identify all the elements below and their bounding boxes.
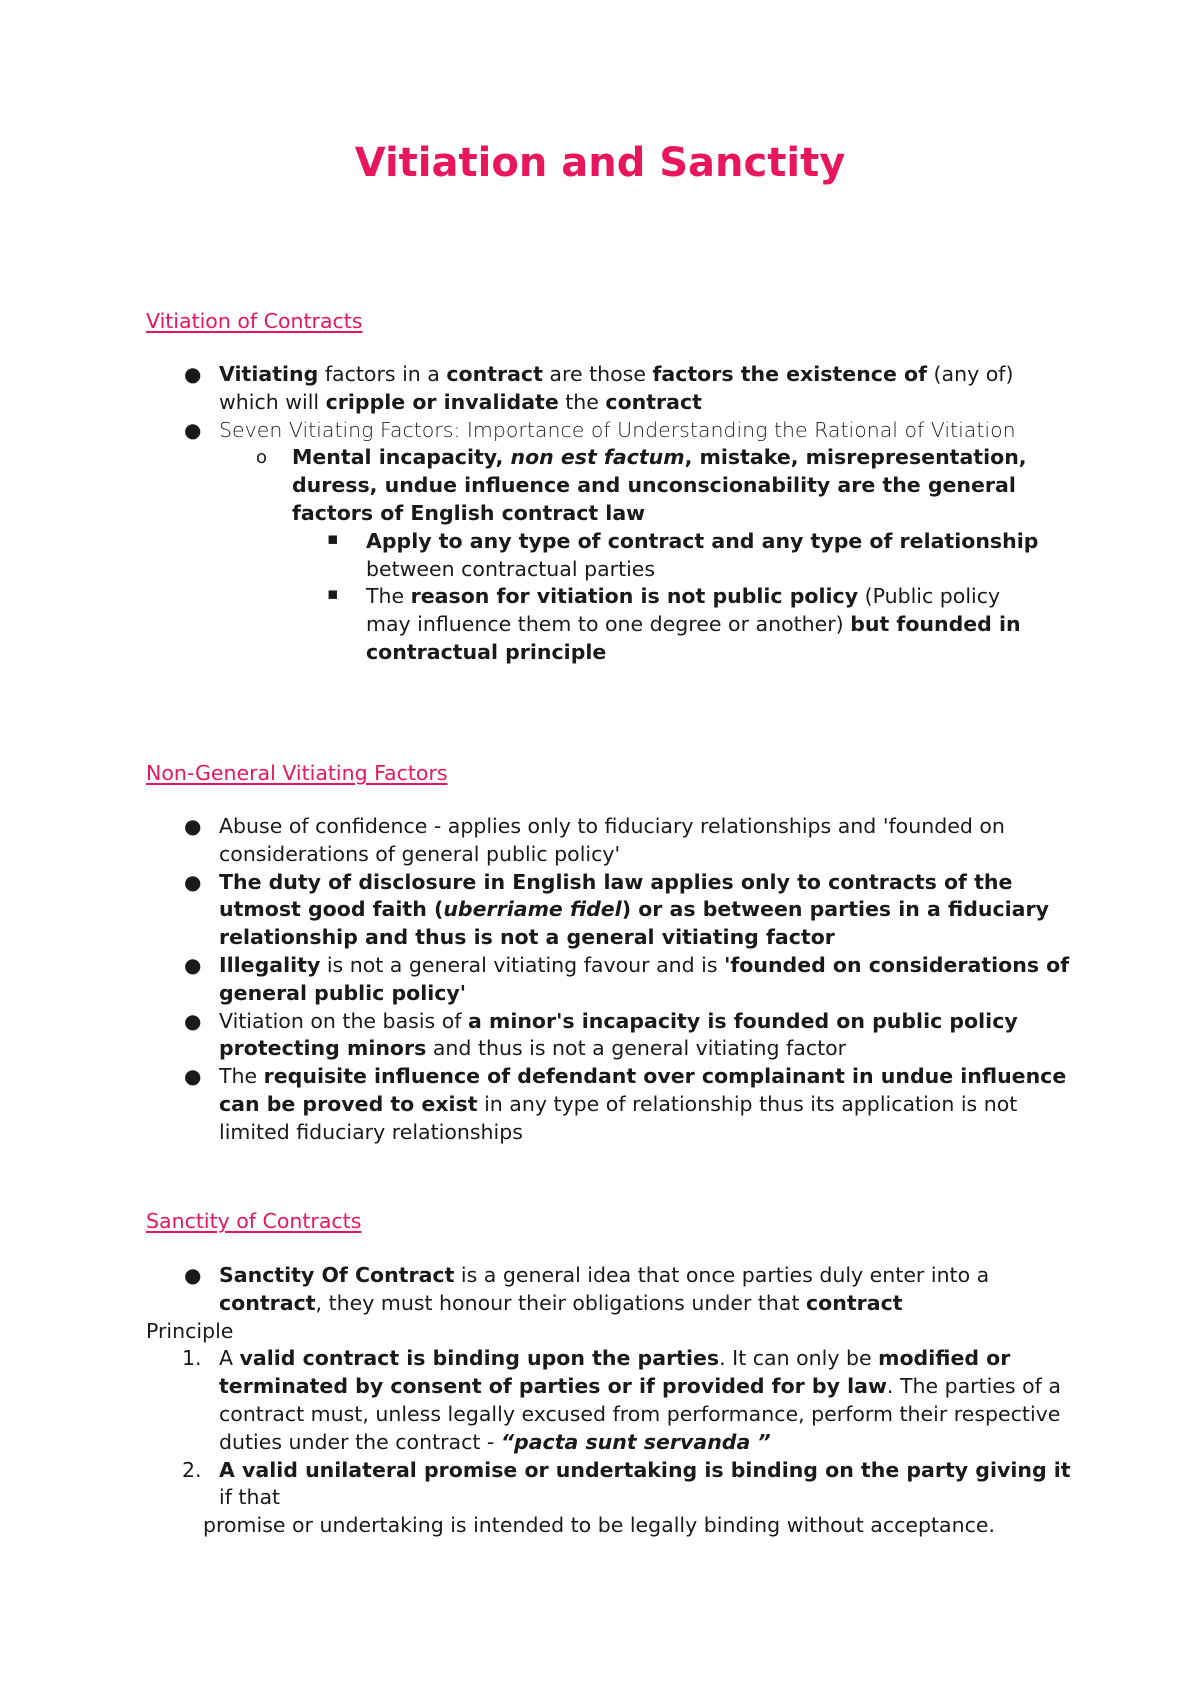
list-item: ● Vitiating factors in a contract are those factors the existence of (any of) which will cripple or invalidate the contract — [184, 362, 1014, 414]
bullet-icon: ● — [184, 1064, 202, 1089]
bullet-icon: ● — [184, 362, 202, 386]
sub-sub-list-item: ▪ Apply to any type of contract and any type of relationship between contractual parties — [0, 528, 1046, 584]
page-title: Vitiation and Sanctity — [354, 140, 846, 186]
hollow-bullet-icon: o — [256, 447, 268, 469]
principle-label: Principle — [146, 1318, 234, 1343]
list-item: ● The requisite influence of defendant over complainant in undue influence can be proved to exist in any type of relationship thus its application is not limited fiduciary relationships — [184, 1064, 1067, 1144]
bullet-icon: ● — [184, 1008, 202, 1033]
section-heading-vitiation: Vitiation of Contracts — [146, 309, 363, 333]
bullet-icon: ● — [184, 952, 202, 977]
numbered-item: 2. A valid unilateral promise or undertaking is binding on the party giving it if that — [182, 1457, 1071, 1510]
list-item: ● Abuse of confidence - applies only to fiduciary relationships and 'founded on considerations of general public policy' — [184, 814, 1005, 866]
bullet-icon: ● — [184, 417, 202, 442]
item-number: 1. — [182, 1346, 202, 1371]
list-item: ● The duty of disclosure in English law applies only to contracts of the utmost good faith (uberriame fidel) or as between parties in a fiduciary relationship and thus is not a general vitiating factor — [184, 869, 1049, 950]
list-item: ● Seven Vitiating Factors: Importance of Understanding the Rational of Vitiation — [0, 417, 1074, 445]
section-body-vitiation — [0, 361, 1074, 667]
sub-list-item: o Mental incapacity, non est factum, mistake, misrepresentation, duress, undue influence and unconscionability are the general factors of English contract law — [256, 445, 1027, 525]
continuation-text: promise or undertaking is intended to be legally binding without acceptance. — [203, 1513, 995, 1538]
section-body-sanctity — [0, 1262, 1074, 1540]
section-heading-non-general: Non-General Vitiating Factors — [146, 761, 448, 785]
bullet-icon: ● — [184, 1263, 202, 1287]
square-bullet-icon: ▪ — [327, 528, 339, 549]
list-item: ● Vitiation on the basis of a minor's incapacity is founded on public policy protecting minors and thus is not a general vitiating factor — [184, 1008, 1018, 1061]
numbered-item: 1. A valid contract is binding upon the parties. It can only be modified or terminated by consent of parties or if provided for by law. The parties of a contract must, unless legally excused from performance, perform their respective duties under the contract - “pacta sunt servanda ” — [182, 1346, 1061, 1454]
bullet-icon: ● — [184, 814, 202, 838]
list-item: ● Illegality is not a general vitiating favour and is 'founded on considerations of general public policy' — [184, 952, 1070, 1005]
section-body-non-general — [0, 813, 1074, 1147]
square-bullet-icon: ▪ — [327, 584, 339, 605]
item-number: 2. — [182, 1457, 202, 1482]
bullet-icon: ● — [184, 869, 202, 894]
list-item: ● Sanctity Of Contract is a general idea that once parties duly enter into a contract, they must honour their obligations under that contract — [184, 1263, 990, 1315]
section-heading-sanctity: Sanctity of Contracts — [146, 1209, 362, 1233]
sub-sub-list-item: ▪ The reason for vitiation is not public policy (Public policy may influence them to one degree or another) but founded in contractual principle — [0, 583, 1046, 666]
